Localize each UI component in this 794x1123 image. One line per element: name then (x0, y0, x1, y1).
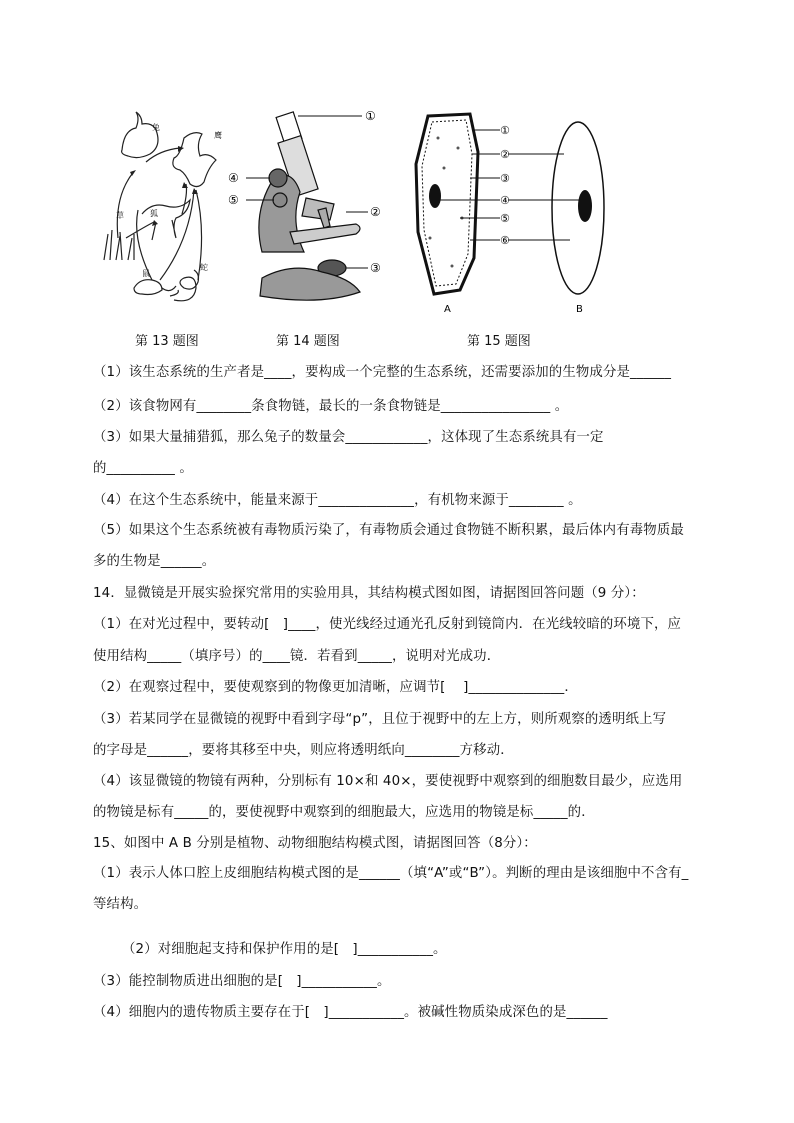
q13-5: （5）如果这个生态系统被有毒物质污染了，有毒物质会通过食物链不断积累，最后体内有毒物质最 (93, 523, 684, 538)
microscope-label-3: ③ (370, 261, 381, 275)
microscope-label-4: ④ (228, 171, 239, 185)
cell-label-3: ③ (500, 172, 510, 185)
cell-label-4: ④ (500, 194, 510, 207)
q13-1: （1）该生态系统的生产者是____，要构成一个完整的生态系统，还需要添加的生物成分是______ (93, 365, 672, 380)
organism-eagle: 鹰 (214, 131, 222, 140)
q15-4: （4）细胞内的遗传物质主要存在于[ ]___________。被碱性物质染成深色的是______ (93, 1005, 608, 1020)
q15-1: （1）表示人体口腔上皮细胞结构模式图的是______（填“A”或“B”）。判断的理由是该细胞中不含有_ (93, 866, 689, 881)
q14-1: （1）在对光过程中，要转动[ ]____，使光线经过通光孔反射到镜筒内．在光线较暗的环境下，应 (93, 617, 682, 632)
q14-4-cont: 的物镜是标有_____的，要使视野中观察到的细胞最大，应选用的物镜是标_____的． (93, 805, 595, 820)
q14-1-cont: 使用结构_____（填序号）的____镜．若看到_____，说明对光成功． (93, 649, 501, 664)
cell-label-2: ② (500, 148, 510, 161)
animal-cell (552, 122, 604, 294)
cell-label-b: B (576, 304, 583, 315)
q13-3: （3）如果大量捕猎狐，那么兔子的数量会____________，这体现了生态系统具有一定 (93, 430, 604, 445)
nosepiece (302, 198, 334, 220)
fox-drawing (142, 200, 190, 240)
caption-fig14: 第 14 题图 (276, 334, 340, 349)
q15-3: （3）能控制物质进出细胞的是[ ]___________。 (93, 974, 391, 989)
cell-label-5: ⑤ (500, 212, 510, 225)
q14-stem: 14．显微镜是开展实验探究常用的实验用具，其结构模式图如图，请据图回答问题（9 分）： (93, 586, 645, 601)
cell-label-1: ① (500, 124, 510, 137)
cell-figure (408, 108, 608, 318)
organism-rabbit: 兔 (152, 123, 160, 132)
q14-3-cont: 的字母是______，要将其移至中央，则应将透明纸向________方移动． (93, 743, 514, 758)
caption-fig13: 第 13 题图 (135, 334, 199, 349)
microscope-label-5: ⑤ (228, 193, 239, 207)
snake-drawing (174, 270, 199, 301)
q13-3-cont: 的__________ 。 (93, 461, 193, 476)
microscope-label-2: ② (370, 205, 381, 219)
organism-grass: 草 (116, 211, 124, 220)
q13-2: （2）该食物网有________条食物链，最长的一条食物链是________________ 。 (93, 399, 569, 414)
caption-fig15: 第 15 题图 (467, 334, 531, 349)
coarse-adjustment (269, 169, 287, 187)
q14-4: （4）该显微镜的物镜有两种，分别标有 10×和 40×，要使视野中观察到的细胞数目最少，应选用 (93, 774, 683, 789)
fine-adjustment (273, 193, 287, 207)
animal-nucleus (578, 190, 592, 222)
q15-stem: 15、如图中 A B 分别是植物、动物细胞结构模式图，请据图回答（8分）： (93, 836, 537, 851)
mouse-drawing (134, 280, 176, 295)
organism-fox: 狐 (150, 209, 158, 218)
organism-snake: 蛇 (200, 263, 208, 272)
organism-mouse: 鼠 (142, 269, 150, 278)
plant-nucleus (429, 184, 441, 208)
base (260, 268, 360, 300)
microscope-label-1: ① (365, 109, 376, 123)
q15-1-cont: 等结构。 (93, 897, 148, 912)
grass-drawing (104, 230, 134, 260)
q14-3: （3）若某同学在显微镜的视野中看到字母“p”，且位于视野中的左上方，则所观察的透明纸上写 (93, 712, 667, 727)
q13-4: （4）在这个生态系统中，能量来源于______________，有机物来源于________ 。 (93, 493, 582, 508)
rabbit-drawing (122, 112, 158, 158)
q13-5-cont: 多的生物是______。 (93, 554, 216, 569)
microscope-figure (222, 102, 392, 317)
q14-2: （2）在观察过程中，要使观察到的物像更加清晰，应调节[ ]______________． (93, 680, 578, 695)
cell-label-6: ⑥ (500, 234, 510, 247)
q15-2: （2）对细胞起支持和保护作用的是[ ]___________。 (122, 942, 447, 957)
eagle-drawing (173, 133, 216, 187)
cell-label-a: A (444, 304, 451, 315)
